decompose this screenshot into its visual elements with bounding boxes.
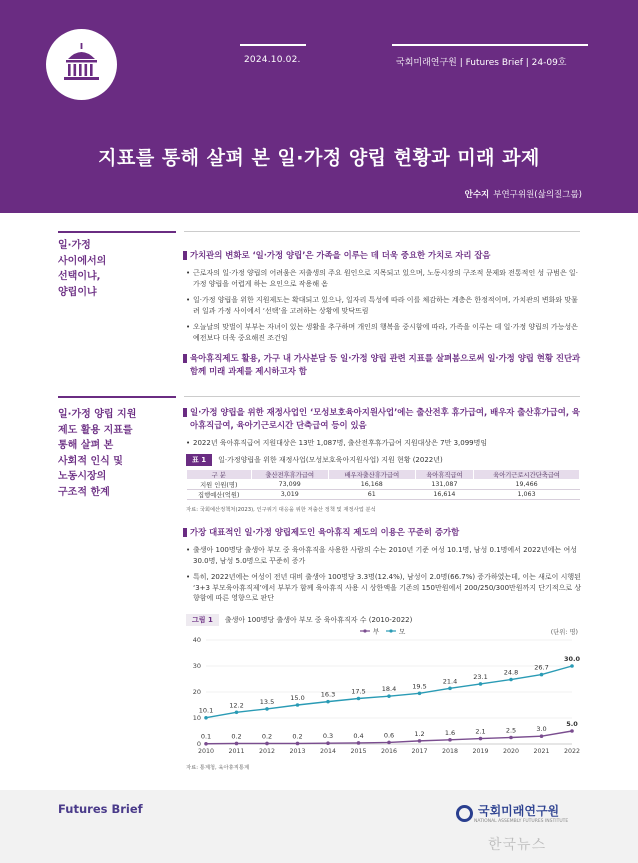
data-point [448, 738, 452, 742]
table-cell: 19,466 [474, 480, 580, 490]
support-table [186, 469, 580, 500]
x-tick-label: 2010 [197, 748, 215, 755]
data-point [387, 741, 391, 745]
data-label: 17.5 [351, 687, 366, 696]
data-label: 0.3 [322, 732, 334, 741]
data-label: 19.5 [412, 682, 427, 691]
logo [46, 29, 117, 100]
meta-divider [392, 44, 588, 46]
table-cell: 지원 인원(명) [187, 480, 252, 490]
parental-leave-line-chart [184, 626, 584, 762]
data-point [357, 697, 361, 701]
y-tick-label: 10 [192, 714, 201, 723]
section-heading: 일·가정 양립을 위한 재정사업인 ‘모성보호육아지원사업’에는 출산전후 휴가급여, 배우자 출산휴가급여, 육아휴직급여, 육아기근로시간 단축급여 등이 있음 [184, 406, 584, 431]
table-source: 자료: 국회예산정책처(2023), 인구위기 대응을 위한 저출산 정책 및 재정사업 분석 [186, 507, 376, 513]
bullet-item: • 특히, 2022년에는 여성이 전년 대비 출생아 100명당 3.3명(12.4%), 남성이 2.0명(66.7%) 증가하였는데, 이는 새로이 시행된 ‘3+3 부모육아휴직제’에서 부부가 함께 육아휴직 사용 시 상한액을 기존의 150만원에서 200/250/300만원까지 단기적으로 상향함에 따른 영향으로 판단 [186, 572, 584, 604]
data-point [448, 687, 452, 691]
figure-badge: 그림 1 [186, 614, 219, 626]
x-tick-label: 2013 [289, 748, 306, 755]
table-cell: 16,168 [328, 480, 415, 490]
section2-side-title [58, 407, 136, 500]
data-point [296, 703, 300, 707]
data-label: 5.0 [566, 720, 578, 728]
table-header-cell: 육아휴직급여 [415, 470, 473, 480]
table-row [187, 490, 580, 500]
bullet-item: • 출생아 100명당 출생아 부모 중 육아휴직을 사용한 사람의 수는 2010년 기준 여성 10.1명, 남성 0.1명에서 2022년에는 여성 30.0명, 남성 5.0명으로 꾸준히 증가 [186, 545, 584, 566]
legend-marker [363, 629, 366, 632]
section-heading: 육아휴직제도 활용, 가구 내 가사분담 등 일·가정 양립 관련 지표를 살펴봄으로써 일·가정 양립 현황 진단과 함께 미래 과제를 제시하고자 함 [184, 352, 584, 377]
data-point [418, 692, 422, 696]
figure-caption-text: 출생아 100명당 출생아 부모 중 육아휴직자 수 (2010-2022) [224, 616, 413, 624]
data-label: 30.0 [563, 655, 581, 663]
page-title: 지표를 통해 살펴 본 일·가정 양립 현황과 미래 과제 [98, 147, 540, 169]
x-tick-label: 2020 [502, 748, 520, 755]
institute-logo-icon [456, 805, 473, 822]
header-banner [0, 0, 638, 213]
data-label: 26.7 [534, 663, 549, 672]
footer [0, 790, 638, 863]
section-heading: 가장 대표적인 일·가정 양립제도인 육아휴직 제도의 이용은 꾸준히 증가함 [184, 526, 584, 539]
data-point [204, 716, 208, 720]
table-header-cell: 구 분 [187, 470, 252, 480]
side-title-line: 사회적 인식 및 [58, 455, 123, 467]
data-point [326, 741, 330, 745]
x-tick-label: 2018 [441, 748, 459, 755]
data-point [357, 741, 361, 745]
data-label: 0.1 [200, 732, 212, 741]
data-point [235, 710, 239, 714]
footer-org: 국회미래연구원 [478, 804, 560, 818]
author-line [465, 188, 582, 200]
legend-label: 모 [399, 627, 406, 636]
data-point [418, 739, 422, 743]
data-label: 12.2 [229, 701, 244, 710]
y-tick-label: 40 [192, 636, 201, 645]
x-tick-label: 2022 [563, 748, 581, 755]
data-point [509, 736, 513, 740]
side-title-line: 선택이냐, [58, 271, 101, 282]
table-header-cell: 출산전후휴가급여 [251, 470, 328, 480]
x-tick-label: 2019 [472, 748, 489, 755]
table-cell: 3,019 [251, 490, 328, 500]
figure-source: 자료: 통계청, 육아휴직통계 [186, 765, 250, 771]
data-label: 1.6 [444, 728, 456, 737]
legend-marker [389, 629, 392, 632]
section-divider [184, 231, 580, 232]
y-tick-label: 0 [196, 740, 201, 749]
data-point [570, 664, 574, 668]
data-point [540, 673, 544, 677]
data-label: 0.2 [292, 732, 303, 741]
section-heading: 가치관의 변화로 ‘일·가정 양립’은 가족을 이루는 데 더욱 중요한 가치로 자리 잡음 [184, 249, 584, 262]
data-point [296, 742, 300, 746]
side-title-line: 일·가정 양립 지원 [58, 409, 137, 420]
side-title-line: 양립이냐 [58, 286, 97, 298]
data-point [265, 707, 269, 711]
data-label: 2.1 [475, 727, 486, 736]
table-cell: 16,614 [415, 490, 473, 500]
bullet-item: • 일·가정 양립을 위한 지원제도는 확대되고 있으나, 일자리 특성에 따라 이를 체감하는 계층은 한정적이며, 가치관의 변화와 맞물려 일과 가정 사이에서 ‘선택’을 고려하는 상황에 맞닥뜨림 [186, 295, 584, 316]
section-divider [184, 396, 580, 397]
x-tick-label: 2011 [228, 748, 245, 755]
author-role: 부연구위원(삶의질그룹) [493, 190, 582, 200]
data-point [265, 742, 269, 746]
data-point [479, 682, 483, 686]
meta-divider [240, 44, 306, 46]
data-point [387, 694, 391, 698]
table-cell: 131,087 [415, 480, 473, 490]
table-header-cell: 배우자출산휴가급여 [328, 470, 415, 480]
data-point [570, 729, 574, 733]
table-cell: 61 [328, 490, 415, 500]
section-divider [58, 396, 176, 398]
bullet-item: • 근로자의 일·가정 양립의 어려움은 저출생의 주요 원인으로 지목되고 있으며, 노동시장의 구조적 문제와 전통적인 성 규범은 일·가정 양립을 어렵게 하는 요인으로 작용해 옴 [186, 268, 584, 289]
data-point [540, 734, 544, 738]
table-row [187, 480, 580, 490]
table-caption-text: 일·가정양립을 위한 재정사업(모성보호육아지원사업) 지원 현황 (2022년) [218, 456, 443, 464]
table-badge: 표 1 [186, 454, 212, 466]
data-label: 15.0 [290, 694, 305, 702]
x-tick-label: 2014 [319, 748, 337, 755]
y-tick-label: 30 [192, 662, 201, 671]
side-title-line: 일·가정 [58, 240, 91, 251]
assembly-building-icon [46, 29, 117, 100]
data-point [326, 700, 330, 704]
data-point [204, 742, 208, 746]
data-label: 0.2 [261, 732, 273, 741]
bullet-item: • 오늘날의 맞벌이 부부는 자녀이 있는 생활을 추구하며 개인의 행복을 중시함에 따라, 가족을 이루는 데 일·가정 양립의 가능성은 예전보다 더욱 중요해진 조건임 [186, 322, 584, 343]
table-cell: 1,063 [474, 490, 580, 500]
bullet-item: • 2022년 육아휴직급여 지원대상은 13만 1,087명, 출산전후휴가급여 지원대상은 7만 3,099명임 [186, 438, 584, 449]
data-label: 16.3 [320, 690, 336, 699]
data-point [509, 678, 513, 682]
footer-brief: Futures Brief [58, 802, 143, 816]
publication-info: 국회미래연구원 | Futures Brief | 24-09호 [396, 58, 567, 68]
section1-side-title [58, 238, 106, 300]
x-tick-label: 2021 [533, 748, 550, 755]
author-name: 안수지 [464, 190, 490, 200]
figure-caption [186, 614, 412, 626]
data-point [479, 737, 483, 741]
table-caption [186, 454, 443, 466]
data-label: 23.1 [473, 672, 488, 681]
data-label: 10.1 [198, 706, 214, 715]
data-label: 3.0 [536, 725, 547, 734]
legend-label: 부 [373, 627, 380, 636]
section-divider [58, 231, 176, 233]
data-label: 18.4 [381, 685, 397, 694]
watermark: 한국뉴스 [488, 837, 547, 853]
data-point [235, 742, 239, 746]
publish-date: 2024.10.02. [244, 55, 301, 65]
table-cell: 73,099 [251, 480, 328, 490]
side-title-line: 사이에서의 [58, 255, 107, 267]
x-tick-label: 2017 [411, 748, 428, 755]
x-tick-label: 2016 [380, 748, 398, 755]
side-title-line: 제도 활용 지표를 [58, 424, 133, 436]
side-title-line: 노동시장의 [58, 471, 107, 482]
data-label: 0.2 [231, 732, 242, 741]
x-tick-label: 2012 [258, 748, 276, 755]
footer-org-sub: NATIONAL ASSEMBLY FUTURES INSTITUTE [474, 819, 569, 824]
table-cell: 집행예산(억원) [187, 490, 252, 500]
side-title-line: 통해 살펴 본 [58, 440, 114, 451]
y-tick-label: 20 [192, 688, 201, 697]
data-label: 13.5 [259, 697, 275, 706]
unit-label: (단위: 명) [550, 629, 578, 636]
side-title-line: 구조적 한계 [58, 486, 110, 498]
data-label: 0.4 [353, 731, 364, 740]
x-tick-label: 2015 [350, 748, 367, 755]
data-label: 24.8 [503, 668, 519, 677]
data-label: 2.5 [505, 726, 517, 735]
data-label: 0.6 [383, 731, 395, 740]
data-label: 21.4 [442, 677, 458, 686]
table-header-row [187, 470, 580, 480]
data-label: 1.2 [414, 729, 425, 738]
table-header-cell: 육아기근로시간단축급여 [474, 470, 580, 480]
